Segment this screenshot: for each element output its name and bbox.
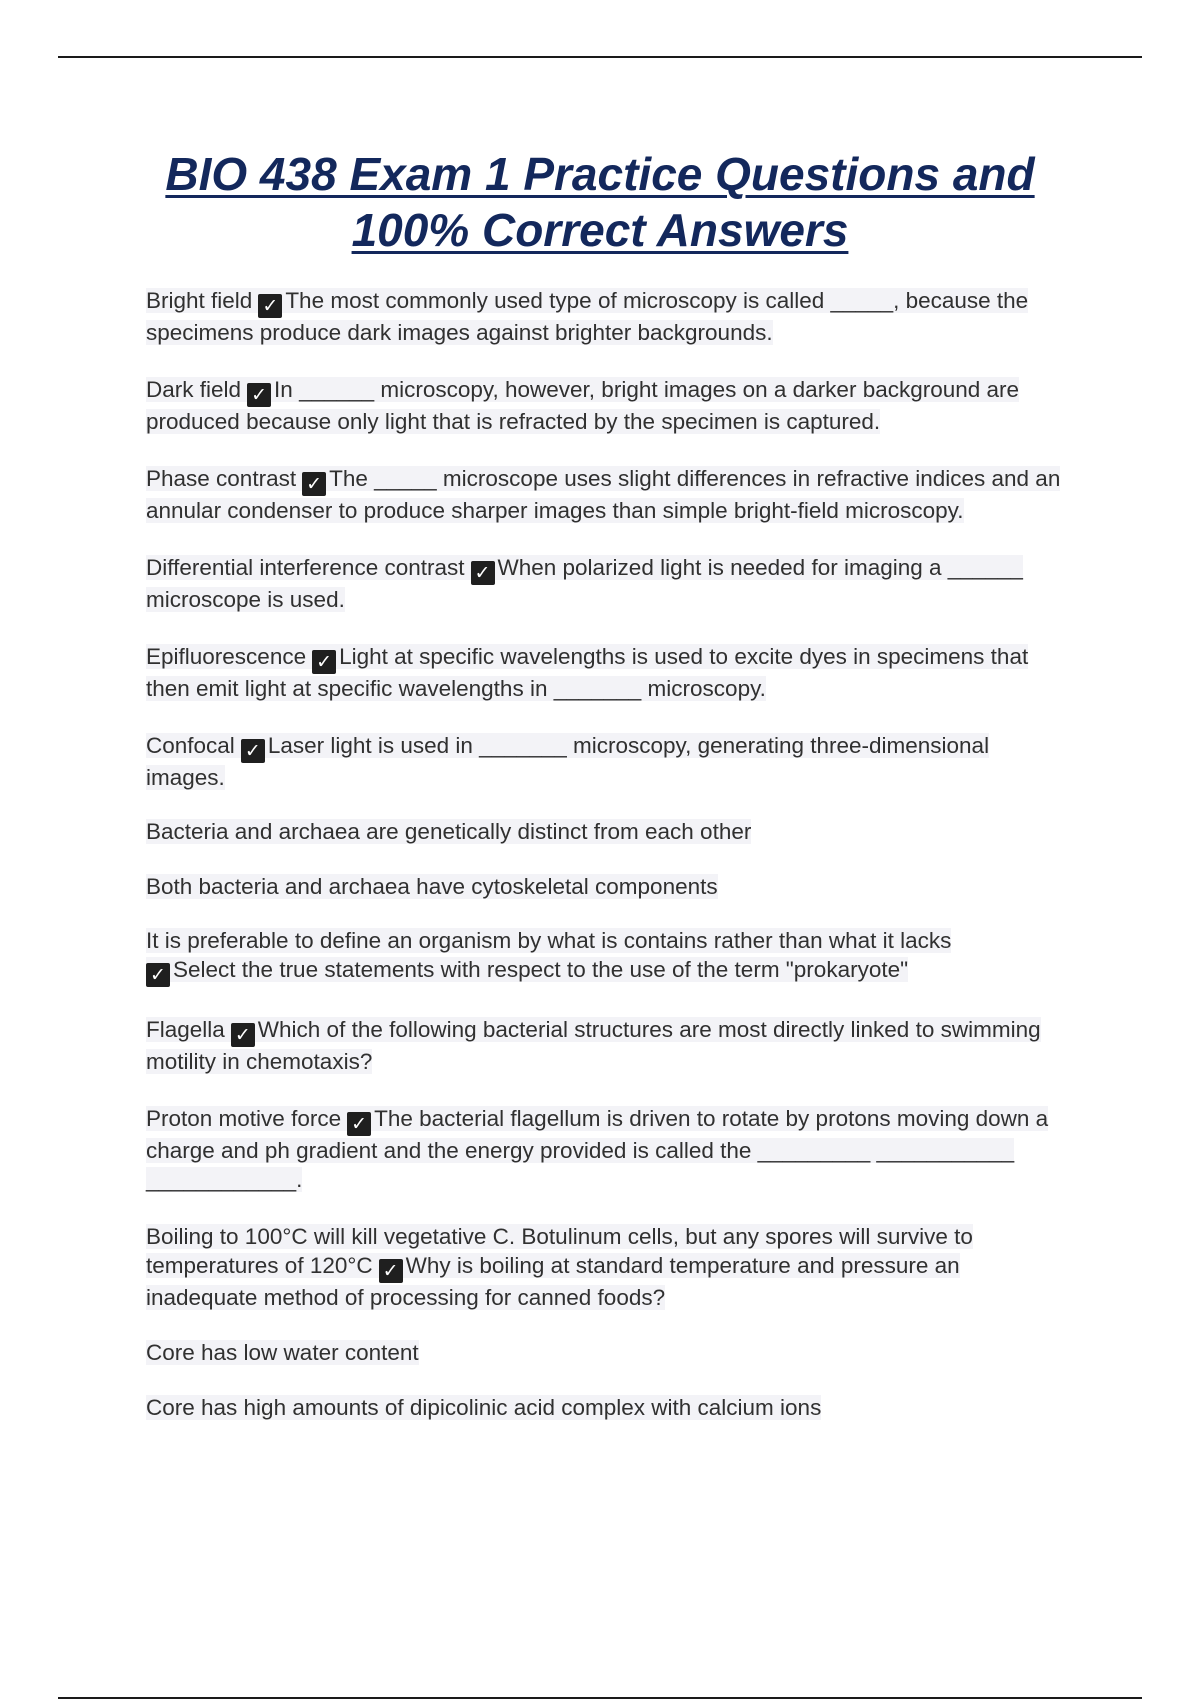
answer-text: Core has low water content [146, 1340, 419, 1365]
checkmark-icon: ✓ [258, 294, 282, 318]
qa-item [146, 1222, 1066, 1312]
answer-text: Confocal [146, 733, 235, 758]
qa-item [146, 553, 1066, 614]
answer-text: Differential interference contrast [146, 555, 465, 580]
question-text: Which of the following bacterial structures are most directly linked to swimming motility in chemotaxis? [146, 1017, 1041, 1074]
checkmark-icon: ✓ [302, 472, 326, 496]
checkmark-icon: ✓ [347, 1112, 371, 1136]
answer-text: Bacteria and archaea are genetically distinct from each other [146, 819, 752, 844]
answer-line [146, 817, 1066, 846]
top-rule [58, 56, 1142, 58]
question-text: Light at specific wavelengths is used to excite dyes in specimens that then emit light at specific wavelengths in _______ microscopy. [146, 644, 1029, 701]
checkmark-icon: ✓ [241, 739, 265, 763]
question-text: In ______ microscopy, however, bright images on a darker background are produced because only light that is refracted by the specimen is captured. [146, 377, 1020, 434]
answer-line [146, 1338, 1066, 1367]
document-title [100, 146, 1100, 258]
bottom-rule [58, 1697, 1142, 1699]
answer-text: Both bacteria and archaea have cytoskeletal components [146, 874, 718, 899]
answer-text: Phase contrast [146, 466, 297, 491]
checkmark-icon: ✓ [231, 1023, 255, 1047]
checkmark-icon: ✓ [146, 963, 170, 987]
answer-text: Boiling to 100°C will kill vegetative C. Botulinum cells, but any spores will survive to temperatures of 120°C [146, 1224, 973, 1278]
qa-item [146, 642, 1066, 703]
question-text: The bacterial flagellum is driven to rotate by protons moving down a charge and ph gradient and the energy provided is called the _________ ___________ ____________. [146, 1106, 1049, 1192]
checkmark-icon: ✓ [312, 650, 336, 674]
qa-item [146, 1104, 1066, 1194]
qa-item [146, 375, 1066, 436]
title-line-1: BIO 438 Exam 1 Practice Questions and [165, 148, 1035, 200]
answer-text: Core has high amounts of dipicolinic acid complex with calcium ions [146, 1395, 822, 1420]
question-text: Laser light is used in _______ microscopy, generating three-dimensional images. [146, 733, 990, 790]
qa-item [146, 1015, 1066, 1076]
question-text: The _____ microscope uses slight differences in refractive indices and an annular condenser to produce sharper images than simple bright-field microscopy. [146, 466, 1061, 523]
title-line-2: 100% Correct Answers [351, 204, 849, 256]
answer-text: Epifluorescence [146, 644, 307, 669]
qa-item [146, 286, 1066, 347]
answer-text: Proton motive force [146, 1106, 342, 1131]
answer-text: Bright field [146, 288, 253, 313]
question-text: When polarized light is needed for imaging a ______ microscope is used. [146, 555, 1023, 612]
qa-item [146, 464, 1066, 525]
answer-text: It is preferable to define an organism by what is contains rather than what it lacks [146, 928, 952, 953]
checkmark-icon: ✓ [379, 1259, 403, 1283]
qa-list [146, 286, 1066, 1422]
question-text: Why is boiling at standard temperature and pressure an inadequate method of processing for canned foods? [146, 1253, 960, 1310]
answer-text: Flagella [146, 1017, 225, 1042]
answer-text: Dark field [146, 377, 242, 402]
qa-item [146, 926, 1066, 987]
question-text: Select the true statements with respect to the use of the term "prokaryote" [173, 957, 909, 982]
answer-line [146, 872, 1066, 901]
checkmark-icon: ✓ [471, 561, 495, 585]
qa-item [146, 731, 1066, 792]
question-text: The most commonly used type of microscopy is called _____, because the specimens produce dark images against brighter backgrounds. [146, 288, 1029, 345]
answer-line [146, 1393, 1066, 1422]
checkmark-icon: ✓ [247, 383, 271, 407]
